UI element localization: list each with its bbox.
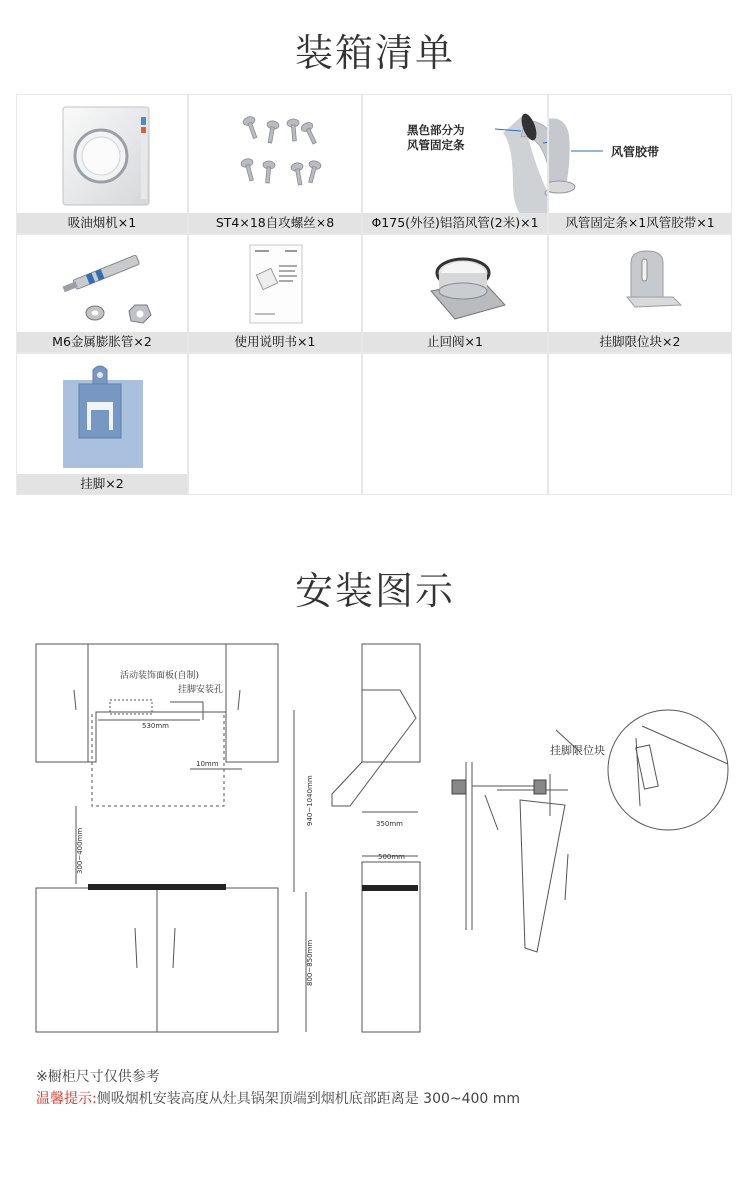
- tip-label: 温馨提示:: [36, 1091, 97, 1107]
- diagram-panel-label: 活动装饰面板(自制): [120, 671, 200, 681]
- duct-callout-right: 风管胶带: [611, 145, 660, 159]
- packing-empty-cell: [363, 354, 547, 494]
- diagram-dim-530: 530mm: [142, 722, 169, 730]
- packing-caption: 挂脚×2: [17, 474, 187, 494]
- duct-callout-left: 黑色部分为 风管固定条: [407, 123, 465, 152]
- packing-item-limit-block: [549, 235, 731, 352]
- packing-item-duct-strip-tape: [549, 95, 731, 233]
- packing-caption: 挂脚限位块×2: [549, 332, 731, 352]
- packing-caption: 止回阀×1: [363, 332, 547, 352]
- tip-text: 侧吸烟机安装高度从灶具锅架顶端到烟机底部距离是 300~400 mm: [96, 1091, 521, 1107]
- diagram-dim-300: 300~400mm: [76, 827, 84, 874]
- packing-empty-cell: [549, 354, 731, 494]
- cabinet-reference-note: ※橱柜尺寸仅供参考: [36, 1069, 160, 1085]
- packing-item-duct: [363, 95, 547, 233]
- packing-list-title: 装箱清单: [294, 31, 455, 75]
- packing-caption: ST4×18自攻螺丝×8: [189, 213, 361, 233]
- check-valve-image: [363, 235, 547, 332]
- packing-item-range-hood: [17, 95, 187, 233]
- diagram-dim-500: 500mm: [378, 853, 405, 861]
- packing-caption: M6金属膨胀管×2: [17, 332, 187, 352]
- packing-caption: Φ175(外径)铝箔风管(2米)×1: [363, 213, 547, 233]
- hanger-image: [17, 354, 187, 474]
- installation-diagram: [20, 630, 730, 1045]
- diagram-dim-350: 350mm: [376, 820, 403, 828]
- packing-item-screws: [189, 95, 361, 233]
- diagram-dim-940: 940~1040mm: [306, 775, 314, 826]
- packing-item-expansion-bolt: [17, 235, 187, 352]
- range-hood-image: [17, 95, 187, 213]
- packing-item-hanger: [17, 354, 187, 494]
- packing-list-grid: [16, 94, 732, 495]
- install-diagram-title: 安装图示: [294, 569, 455, 613]
- packing-item-manual: [189, 235, 361, 352]
- packing-caption: 风管固定条×1风管胶带×1: [549, 213, 731, 233]
- install-notes: [36, 1066, 520, 1110]
- diagram-limit-label: 挂脚限位块: [550, 744, 605, 757]
- install-tip: [36, 1088, 520, 1110]
- limit-block-image: [549, 235, 731, 332]
- packing-caption: 吸油烟机×1: [17, 213, 187, 233]
- duct-image: [363, 95, 547, 213]
- packing-empty-cell: [189, 354, 361, 494]
- screws-image: [189, 95, 361, 213]
- packing-item-check-valve: [363, 235, 547, 352]
- duct-continued-image: [549, 95, 731, 213]
- manual-image: [189, 235, 361, 332]
- expansion-bolt-image: [17, 235, 187, 332]
- diagram-dim-10: 10mm: [196, 760, 219, 768]
- diagram-hole-label: 挂脚安装孔: [178, 685, 224, 695]
- diagram-dim-800: 800~850mm: [306, 939, 314, 986]
- packing-caption: 使用说明书×1: [189, 332, 361, 352]
